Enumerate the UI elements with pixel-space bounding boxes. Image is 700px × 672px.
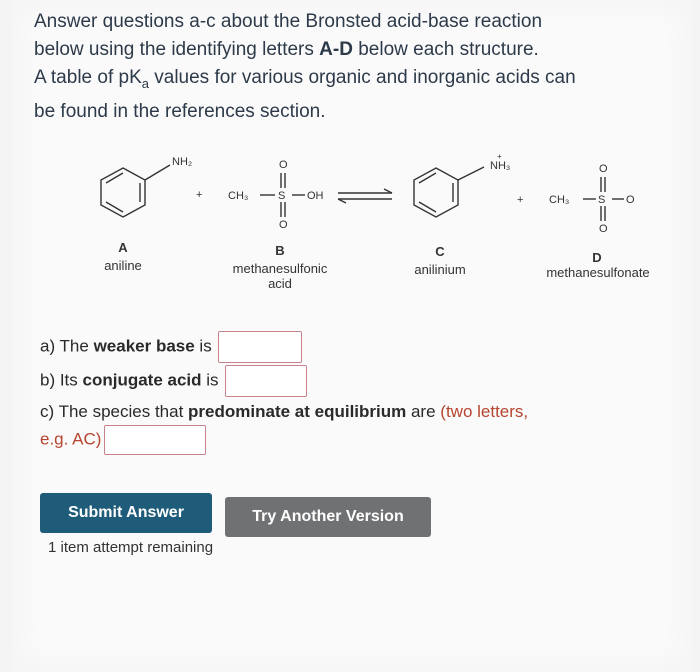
question-b-keyword: conjugate acid bbox=[82, 370, 202, 390]
label-a: A bbox=[118, 240, 128, 255]
equilibrium-arrow bbox=[338, 189, 392, 203]
oh-acid: OH bbox=[307, 190, 324, 202]
letters-range: A-D bbox=[319, 39, 353, 60]
name-aniline: aniline bbox=[104, 258, 142, 273]
pka-subscript: a bbox=[141, 75, 149, 91]
o-top-acid: O bbox=[279, 159, 288, 171]
question-a bbox=[40, 331, 302, 363]
question-a-keyword: weaker base bbox=[93, 336, 195, 356]
s-base: S bbox=[598, 194, 606, 206]
intro-line-2-end: below each structure. bbox=[352, 39, 539, 60]
question-b-text: b) Its bbox=[40, 370, 83, 390]
conjugate-acid-input[interactable] bbox=[225, 365, 307, 397]
aniline-nh2: NH₂ bbox=[172, 156, 193, 168]
intro-line-2 bbox=[34, 36, 634, 64]
aniline-ring bbox=[101, 165, 170, 217]
nh3-plus-charge: + bbox=[497, 152, 502, 161]
o-bottom-base: O bbox=[599, 223, 608, 235]
intro-line-3-text: A table of pK bbox=[34, 67, 142, 88]
question-c-hint-2: e.g. AC) bbox=[40, 429, 102, 449]
question-intro bbox=[34, 8, 634, 126]
name-methanesulfonic-acid: methanesulfonic acid bbox=[232, 261, 328, 291]
anilinium-ring bbox=[414, 167, 484, 217]
intro-line-4: be found in the references section. bbox=[34, 100, 326, 122]
intro-line-1: Answer questions a-c about the Bronsted acid-base reaction bbox=[34, 11, 543, 32]
intro-line-3-end: values for various organic and inorganic acids can bbox=[148, 67, 576, 88]
anilinium-nh3: NH₃ bbox=[490, 160, 511, 172]
weaker-base-input[interactable] bbox=[218, 331, 302, 363]
ch3-base: CH₃ bbox=[549, 194, 570, 206]
attempts-remaining: 1 item attempt remaining bbox=[48, 539, 214, 556]
submit-answer-button[interactable]: Submit Answer bbox=[40, 493, 212, 533]
question-c-hint-1: (two letters, bbox=[440, 402, 529, 421]
question-c-text: c) The species that bbox=[40, 402, 189, 421]
question-c bbox=[40, 398, 640, 455]
o-minus-base: O bbox=[626, 194, 635, 206]
question-b bbox=[40, 365, 307, 397]
name-methanesulfonate: methanesulfonate bbox=[546, 265, 650, 280]
label-c: C bbox=[435, 244, 445, 259]
question-b-end: is bbox=[201, 370, 219, 390]
question-c-keyword: predominate at equilibrium bbox=[188, 402, 407, 421]
name-anilinium: anilinium bbox=[414, 262, 466, 277]
intro-line-3 bbox=[34, 64, 634, 98]
label-b: B bbox=[275, 243, 285, 258]
label-d: D bbox=[592, 250, 602, 265]
predominant-species-input[interactable] bbox=[104, 425, 206, 455]
intro-line-2-text: below using the identifying letters bbox=[34, 39, 320, 60]
s-acid: S bbox=[278, 190, 286, 202]
question-a-text: a) The bbox=[40, 336, 94, 356]
try-another-version-button[interactable]: Try Another Version bbox=[225, 497, 431, 537]
question-a-end: is bbox=[194, 336, 212, 356]
o-bottom-acid: O bbox=[279, 219, 288, 231]
plus-sign-1: + bbox=[196, 189, 203, 201]
o-top-base: O bbox=[599, 163, 608, 175]
plus-sign-2: + bbox=[517, 194, 524, 206]
question-c-mid: are bbox=[406, 402, 441, 421]
ch3-acid: CH₃ bbox=[228, 190, 249, 202]
